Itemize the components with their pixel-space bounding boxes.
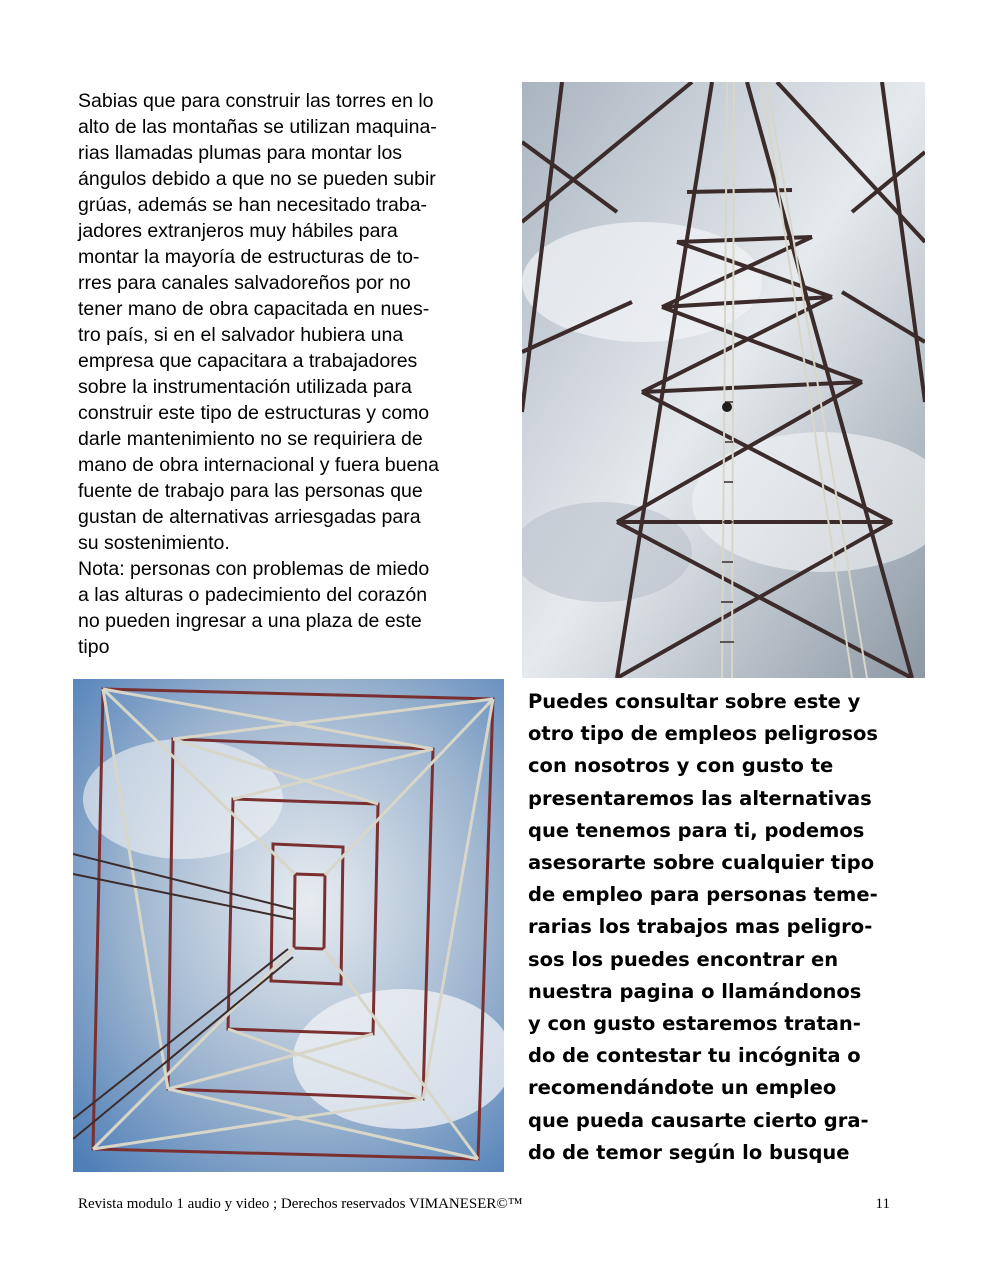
callout-line: que pueda causarte cierto gra- [528,1108,869,1132]
callout-line: asesorarte sobre cualquier tipo [528,851,875,875]
tower-photo-interior [73,679,504,1172]
intro-line: montar la mayoría de estructuras de to- [78,246,420,268]
intro-line: tipo [78,636,110,658]
intro-line: darle mantenimiento no se requiriera de [78,428,423,450]
intro-line: tener mano de obra capacitada en nues- [78,298,430,320]
callout-line: rarias los trabajos mas peligro- [528,915,873,939]
intro-line: empresa que capacitara a trabajadores [78,350,418,372]
intro-line: grúas, además se han necesitado traba- [78,194,428,216]
intro-line: jadores extranjeros muy hábiles para [78,220,398,242]
intro-line: alto de las montañas se utilizan maquina- [78,116,437,138]
callout-line: Puedes consultar sobre este y [528,690,861,713]
callout-line: con nosotros y con gusto te [528,754,834,778]
page-footer [78,1196,890,1213]
intro-line: fuente de trabajo para las personas que [78,480,423,502]
intro-line: no pueden ingresar a una plaza de este [78,610,422,632]
intro-line: Nota: personas con problemas de miedo [78,558,430,580]
callout-line: do de temor según lo busque [528,1140,850,1164]
intro-line: ángulos debido a que no se pueden subir [78,168,436,190]
callout-line: otro tipo de empleos peligrosos [528,722,878,746]
intro-line: tro país, si en el salvador hubiera una [78,324,404,346]
tower-photo-interior-image [73,679,504,1172]
intro-paragraph [78,88,508,660]
intro-line: gustan de alternativas arriesgadas para [78,506,421,528]
intro-line: su sostenimiento. [78,532,230,554]
intro-line: sobre la instrumentación utilizada para [78,376,412,398]
tower-photo-upward-image [522,82,925,678]
callout-line: do de contestar tu incógnita o [528,1044,861,1068]
callout-line: y con gusto estaremos tratan- [528,1012,861,1036]
intro-line: a las alturas o padecimiento del corazón [78,584,428,606]
intro-line: rias llamadas plumas para montar los [78,142,403,164]
callout-line: presentaremos las alternativas [528,786,872,810]
page-number: 11 [875,1196,890,1212]
callout-line: sos los puedes encontrar en [528,947,839,971]
intro-line: mano de obra internacional y fuera buena [78,454,439,476]
intro-line: Sabias que para construir las torres en lo [78,90,434,112]
contact-callout [528,686,928,1169]
callout-line: recomendándote un empleo [528,1076,837,1100]
callout-line: nuestra pagina o llamándonos [528,979,862,1003]
intro-line: rres para canales salvadoreños por no [78,272,411,294]
intro-line: construir este tipo de estructuras y como [78,402,430,424]
callout-line: que tenemos para ti, podemos [528,818,865,842]
callout-line: de empleo para personas teme- [528,883,878,907]
footer-credit: Revista modulo 1 audio y video ; Derechos reservados VIMANESER©™ [78,1196,523,1212]
tower-photo-upward [522,82,925,678]
